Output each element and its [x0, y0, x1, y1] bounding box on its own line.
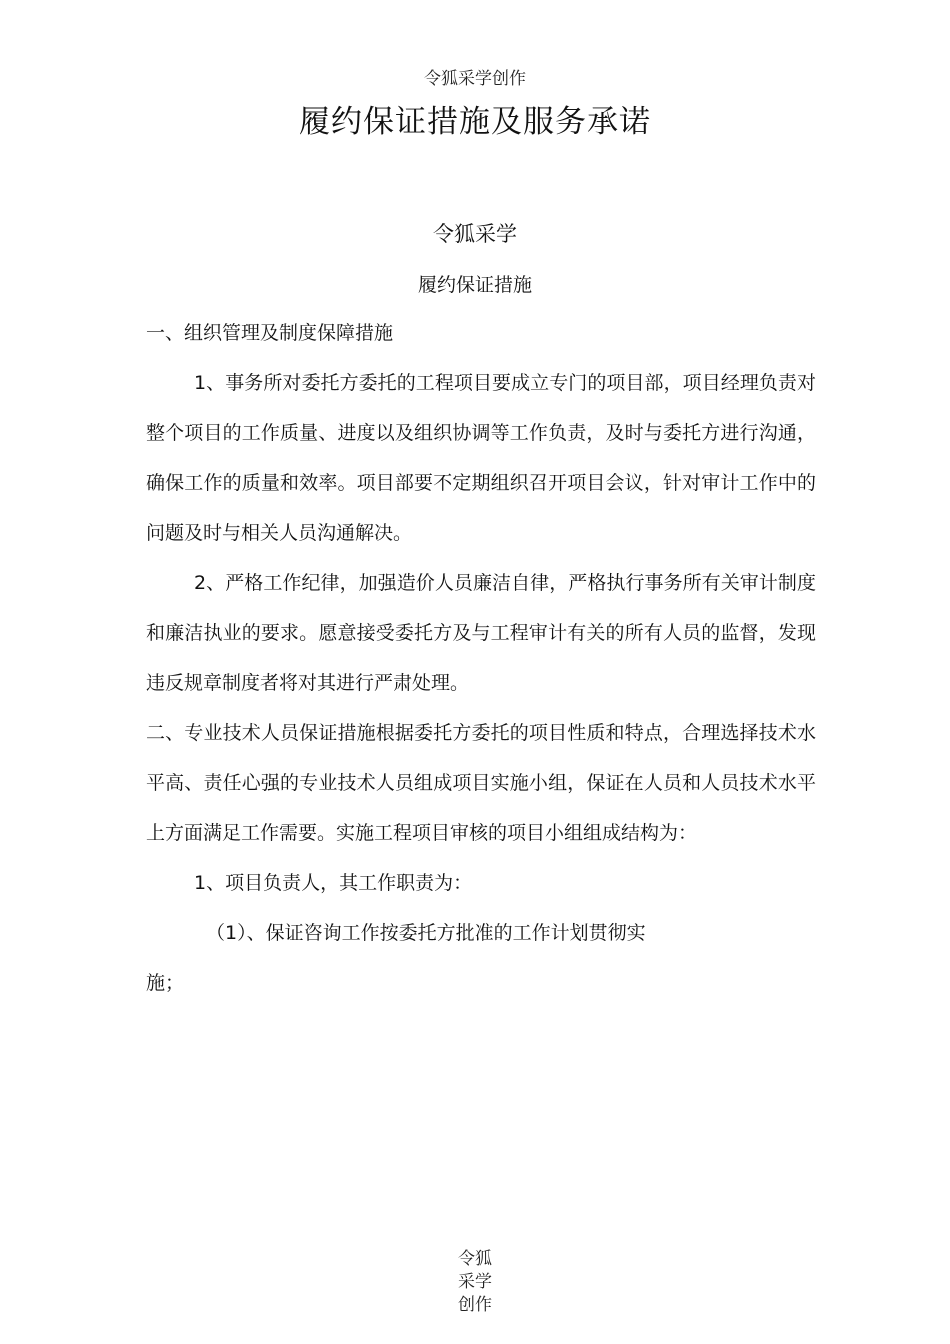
document-body [146, 308, 816, 1008]
footer-note-line: 采学 [458, 1272, 492, 1292]
footer-note-line: 令狐 [458, 1249, 492, 1269]
paragraph-item-1-continued: 施； [146, 972, 185, 994]
footer-watermark-note [0, 1248, 950, 1317]
paragraph-project-leader: 1、项目负责人，其工作职责为： [194, 872, 473, 894]
author-name: 令狐采学 [433, 222, 517, 246]
section-title: 履约保证措施 [417, 274, 532, 296]
heading-organization: 一、组织管理及制度保障措施 [146, 322, 394, 344]
document-title: 履约保证措施及服务承诺 [299, 104, 651, 140]
header-watermark-note: 令狐采学创作 [424, 69, 526, 89]
paragraph-item-1: （1）、保证咨询工作按委托方批准的工作计划贯彻实 [206, 922, 646, 944]
heading-technical-staff: 二、专业技术人员保证措施根据委托方委托的项目性质和特点，合理选择技术水平高、责任心强的专业技术人员组成项目实施小组，保证在人员和人员技术水平上方面满足工作需要。实施工程项目审核的项目小组组成结构为： [146, 722, 816, 844]
paragraph-project-department: 1、事务所对委托方委托的工程项目要成立专门的项目部，项目经理负责对整个项目的工作质量、进度以及组织协调等工作负责，及时与委托方进行沟通，确保工作的质量和效率。项目部要不定期组织召开项目会议，针对审计工作中的问题及时与相关人员沟通解决。 [146, 372, 816, 544]
footer-note-line: 创作 [458, 1295, 492, 1315]
paragraph-work-discipline: 2、严格工作纪律，加强造价人员廉洁自律，严格执行事务所有关审计制度和廉洁执业的要求。愿意接受委托方及与工程审计有关的所有人员的监督，发现违反规章制度者将对其进行严肃处理。 [146, 572, 816, 694]
